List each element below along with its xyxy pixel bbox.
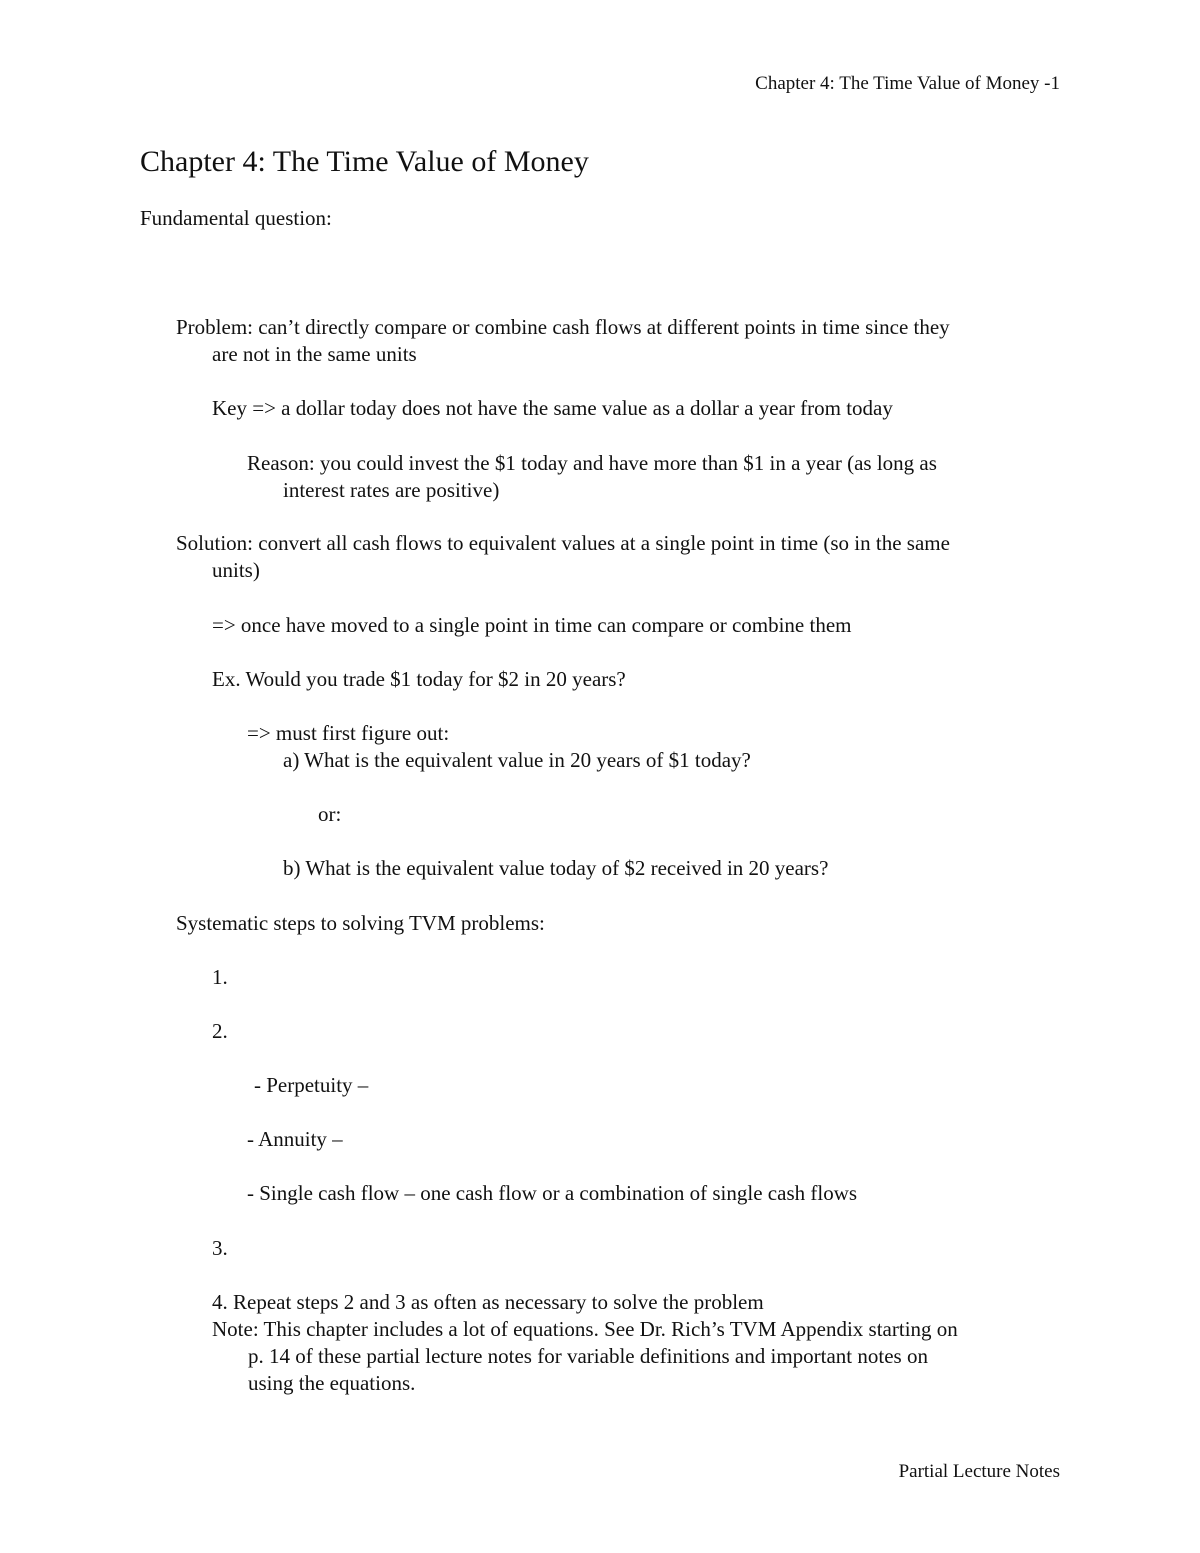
reason-line-1: Reason: you could invest the $1 today and have more than $1 in a year (as long as (247, 451, 937, 475)
note-line-1: Note: This chapter includes a lot of equations. See Dr. Rich’s TVM Appendix starting on (212, 1317, 958, 1341)
running-footer: Partial Lecture Notes (898, 1461, 1060, 1482)
option-a-line: a) What is the equivalent value in 20 years of $1 today? (283, 748, 751, 772)
perpetuity-line: - Perpetuity – (254, 1073, 369, 1097)
note-paragraph (212, 1316, 958, 1397)
problem-paragraph (176, 314, 950, 368)
solution-paragraph (176, 530, 950, 584)
note-line-2: p. 14 of these partial lecture notes for variable definitions and important notes on (248, 1344, 928, 1368)
step-4: 4. Repeat steps 2 and 3 as often as necessary to solve the problem (212, 1290, 764, 1314)
once-moved-line: => once have moved to a single point in time can compare or combine them (212, 613, 852, 637)
steps-heading: Systematic steps to solving TVM problems: (176, 911, 545, 935)
problem-line-1: Problem: can’t directly compare or combine cash flows at different points in time since they (176, 315, 950, 339)
reason-paragraph (247, 450, 937, 504)
key-line: Key => a dollar today does not have the same value as a dollar a year from today (212, 396, 893, 420)
note-line-3: using the equations. (248, 1371, 416, 1395)
example-line: Ex. Would you trade $1 today for $2 in 20 years? (212, 667, 626, 691)
must-first-line: => must first figure out: (247, 721, 450, 745)
page-title: Chapter 4: The Time Value of Money (140, 145, 589, 178)
annuity-line: - Annuity – (247, 1127, 343, 1151)
running-header: Chapter 4: The Time Value of Money -1 (755, 73, 1060, 94)
single-cash-flow-line: - Single cash flow – one cash flow or a combination of single cash flows (247, 1181, 858, 1205)
reason-line-2: interest rates are positive) (283, 478, 500, 502)
step-3: 3. (212, 1236, 228, 1260)
fundamental-question: Fundamental question: (140, 206, 332, 230)
step-1: 1. (212, 965, 228, 989)
step-2: 2. (212, 1019, 228, 1043)
option-b-line: b) What is the equivalent value today of $2 received in 20 years? (283, 856, 829, 880)
solution-line-2: units) (212, 558, 260, 582)
problem-line-2: are not in the same units (212, 342, 417, 366)
solution-line-1: Solution: convert all cash flows to equivalent values at a single point in time (so in the same (176, 531, 950, 555)
or-label: or: (318, 802, 342, 826)
